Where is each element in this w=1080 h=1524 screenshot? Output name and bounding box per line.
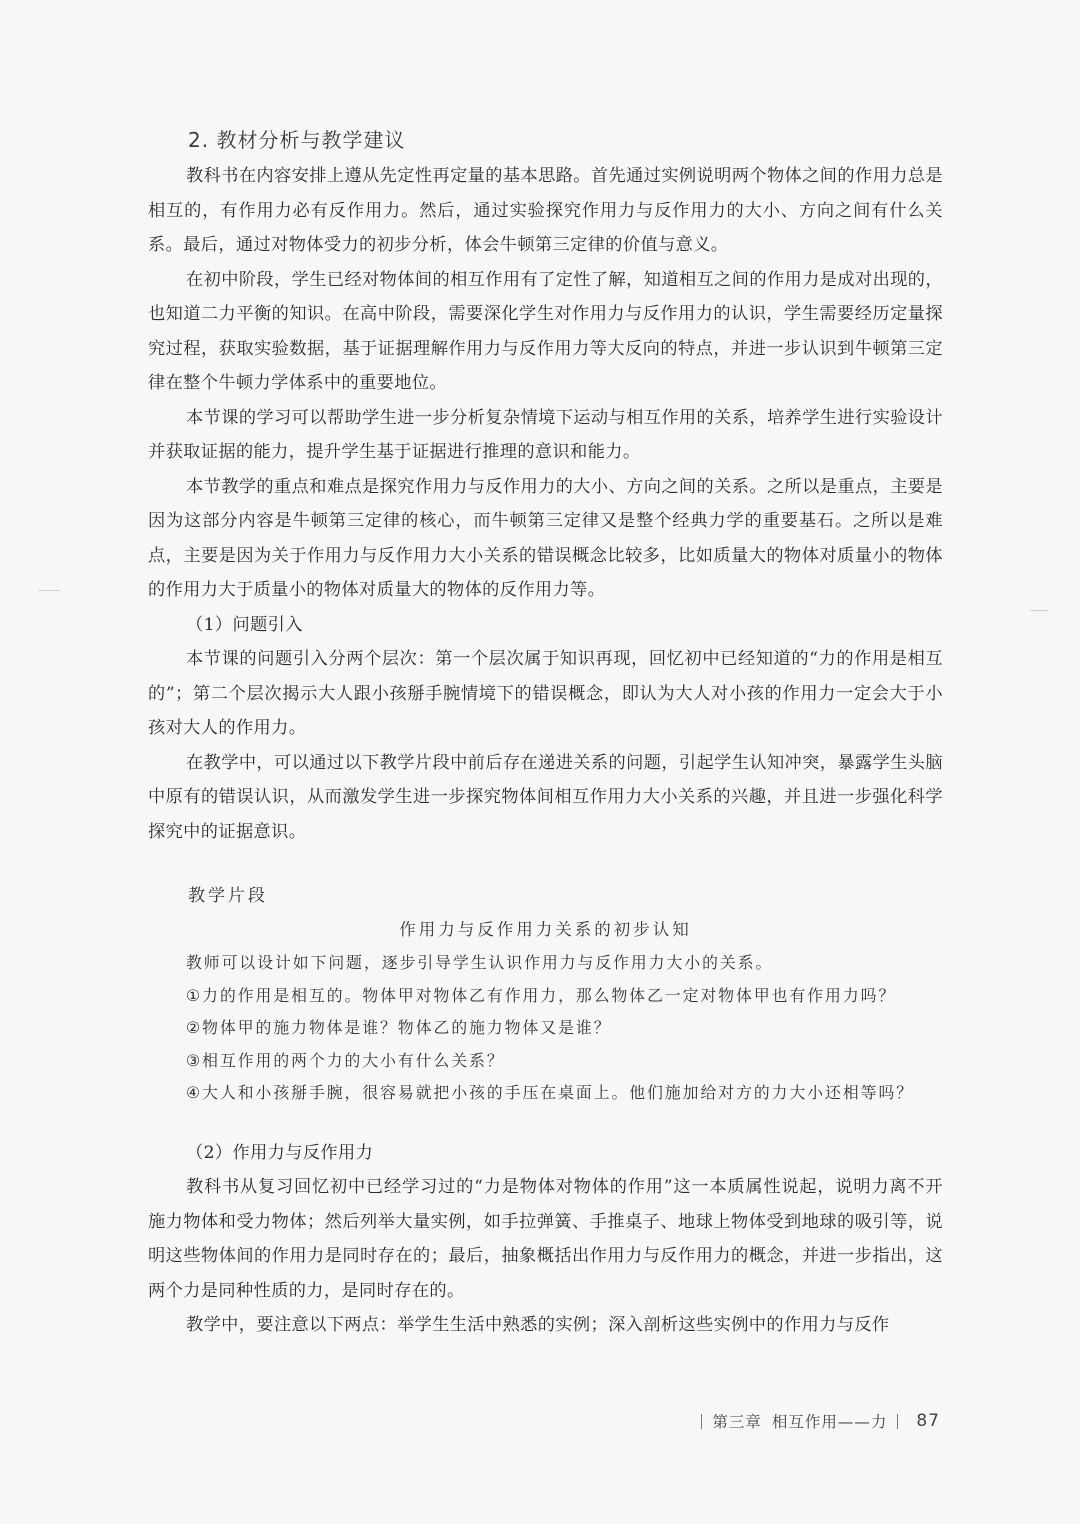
margin-mark [38, 590, 60, 591]
paragraph: 教学中，要注意以下两点：举学生生活中熟悉的实例；深入剖析这些实例中的作用力与反作 [186, 1315, 890, 1335]
fragment-line: ④大人和小孩掰手腕，很容易就把小孩的手压在桌面上。他们施加给对方的力大小还相等吗？ [186, 1083, 915, 1102]
fragment-line: ③相互作用的两个力的大小有什么关系？ [186, 1050, 505, 1070]
section-title: 2. 教材分析与教学建议 [188, 128, 406, 152]
teaching-fragment [148, 879, 943, 1110]
subsection-heading: （2）作用力与反作用力 [186, 1142, 374, 1163]
fragment-title: 作用力与反作用力关系的初步认知 [399, 920, 692, 939]
paragraph: 本节教学的重点和难点是探究作用力与反作用力的大小、方向之间的关系。之所以是重点，主要是因为这部分内容是牛顿第三定律的核心，而牛顿第三定律又是整个经典力学的重要基石。之所以是难点，主要是因为关于作用力与反作用力大小关系的错误概念比较多，比如质量大的物体对质量小的物体的作用力大于质量小的物体对质量大的物体的反作用力等。 [148, 476, 943, 600]
fragment-line: ①力的作用是相互的。物体甲对物体乙有作用力，那么物体乙一定对物体甲也有作用力吗？ [186, 985, 897, 1005]
paragraph: 在初中阶段，学生已经对物体间的相互作用有了定性了解，知道相互之间的作用力是成对出现的，也知道二力平衡的知识。在高中阶段，需要深化学生对作用力与反作用力的认识，学生需要经历定量探究过程，获取实验数据，基于证据理解作用力与反作用力等大反向的特点，并进一步认识到牛顿第三定律在整个牛顿力学体系中的重要地位。 [148, 269, 943, 393]
fragment-label: 教学片段 [188, 886, 268, 906]
paragraph: 在教学中，可以通过以下教学片段中前后存在递进关系的问题，引起学生认知冲突，暴露学生头脑中原有的错误认识，从而激发学生进一步探究物体间相互作用力大小关系的兴趣，并且进一步强化科学探究中的证据意识。 [148, 752, 943, 842]
fragment-line: ②物体甲的施力物体是谁？物体乙的施力物体又是谁？ [186, 1018, 612, 1037]
footer-chapter: 第三章 [712, 1413, 762, 1431]
footer-chapter-title: 相互作用——力 [771, 1413, 888, 1431]
margin-mark [1030, 610, 1048, 611]
page-number: 87 [916, 1411, 940, 1431]
page-footer [701, 1410, 940, 1432]
page-content [148, 125, 943, 1343]
footer-divider [701, 1414, 702, 1429]
fragment-line: 教师可以设计如下问题，逐步引导学生认识作用力与反作用力大小的关系。 [186, 953, 774, 972]
footer-divider [897, 1414, 898, 1429]
spacer [148, 1110, 943, 1136]
paragraph: 教科书在内容安排上遵从先定性再定量的基本思路。首先通过实例说明两个物体之间的作用力总是相互的，有作用力必有反作用力。然后，通过实验探究作用力与反作用力的大小、方向之间有什么关系。最后，通过对物体受力的初步分析，体会牛顿第三定律的价值与意义。 [148, 166, 943, 255]
paragraph: 本节课的学习可以帮助学生进一步分析复杂情境下运动与相互作用的关系，培养学生进行实验设计并获取证据的能力，提升学生基于证据进行推理的意识和能力。 [148, 407, 943, 462]
subsection-heading: （1）问题引入 [186, 614, 303, 635]
paragraph: 本节课的问题引入分两个层次：第一个层次属于知识再现，回忆初中已经知道的“力的作用是相互的”；第二个层次揭示大人跟小孩掰手腕情境下的错误概念，即认为大人对小孩的作用力一定会大于小孩对大人的作用力。 [148, 649, 943, 738]
paragraph: 教科书从复习回忆初中已经学习过的“力是物体对物体的作用”这一本质属性说起，说明力离不开施力物体和受力物体；然后列举大量实例，如手拉弹簧、手推桌子、地球上物体受到地球的吸引等，说明这些物体间的作用力是同时存在的；最后，抽象概括出作用力与反作用力的概念，并进一步指出，这两个力是同种性质的力，是同时存在的。 [148, 1177, 943, 1301]
